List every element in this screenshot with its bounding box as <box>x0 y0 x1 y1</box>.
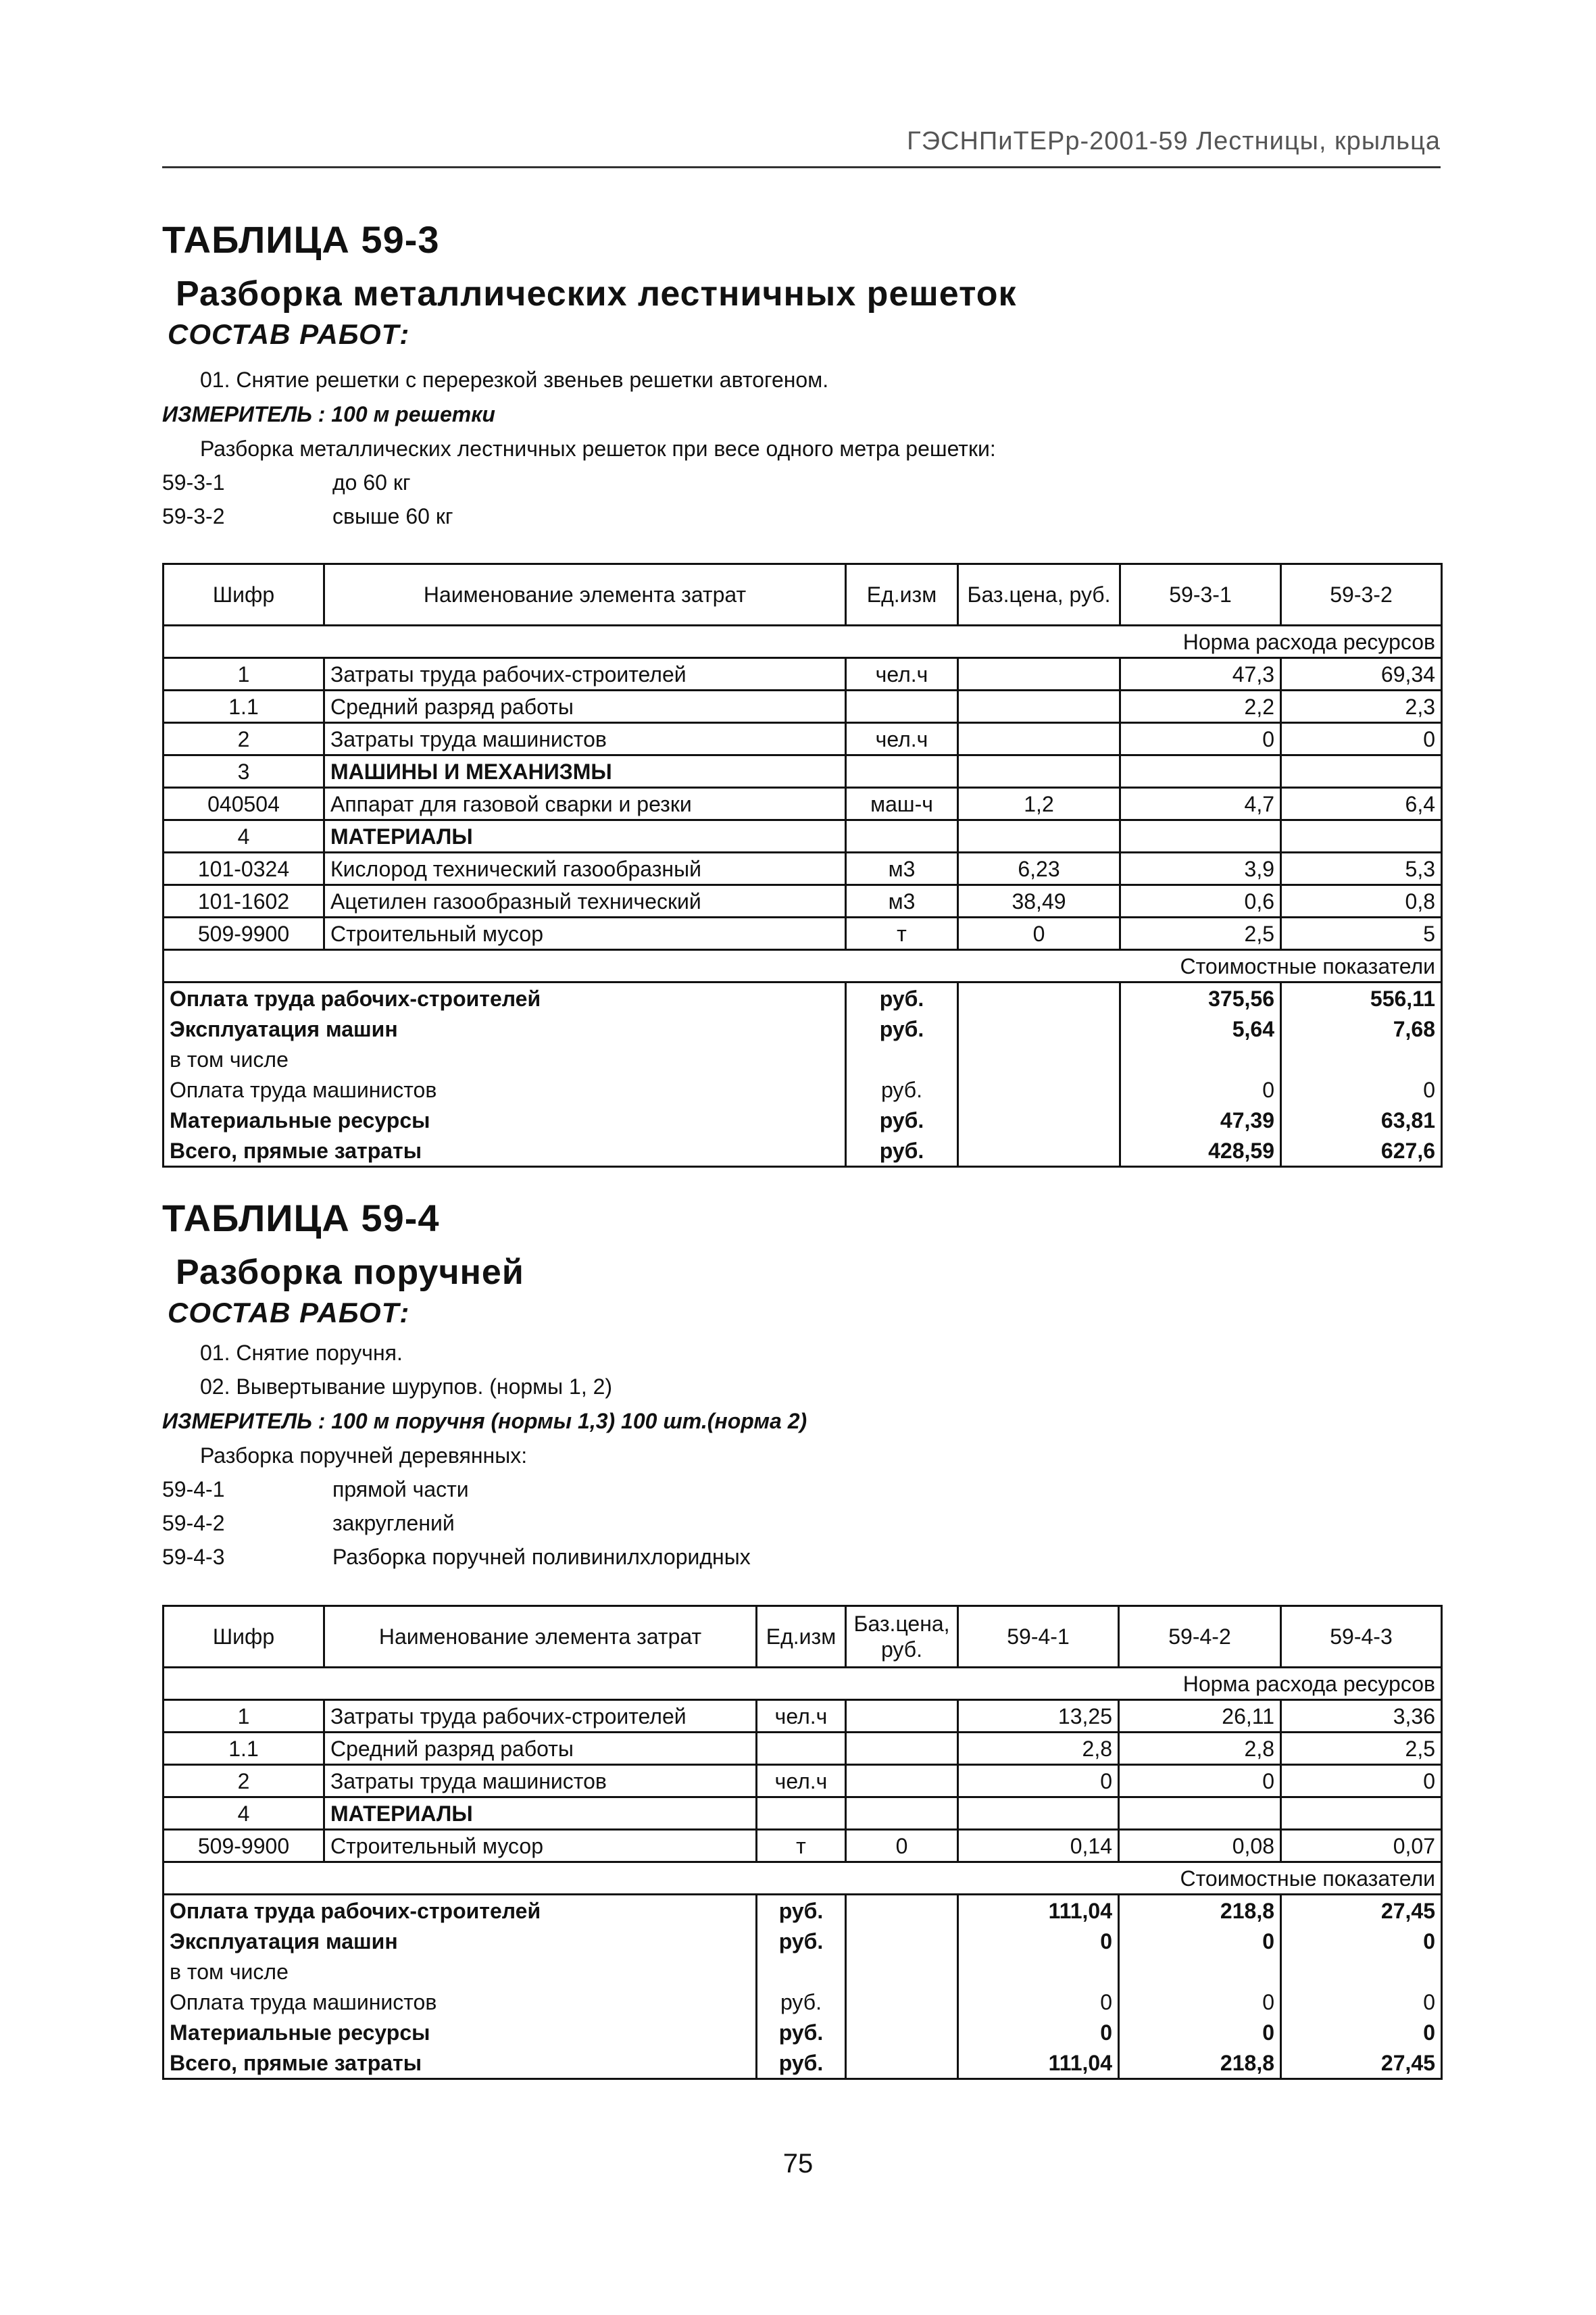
work-item: 01. Снятие решетки с перерезкой звеньев решетки автогеном. <box>200 368 829 392</box>
cell-name: МАТЕРИАЛЫ <box>324 820 846 853</box>
table-59-3-title: ТАБЛИЦА 59-3 <box>162 218 440 261</box>
cell-unit: чел.ч <box>846 658 958 691</box>
cell-code: 1 <box>164 1700 324 1733</box>
cell-code: 509-9900 <box>164 918 324 950</box>
summary-name: Всего, прямые затраты <box>164 2047 757 2079</box>
summary-value <box>958 1956 1119 1987</box>
norma-label: Норма расхода ресурсов <box>164 626 1442 658</box>
col-header: Баз.цена, руб. <box>958 564 1120 626</box>
summary-value: 0 <box>958 1926 1119 1956</box>
summary-unit: руб. <box>757 2047 846 2079</box>
page-number: 75 <box>782 2149 814 2179</box>
summary-row <box>164 1956 1442 1987</box>
summary-unit: руб. <box>846 1014 958 1044</box>
col-header: Ед.изм <box>846 564 958 626</box>
table-row <box>164 885 1442 918</box>
summary-price <box>958 1044 1120 1074</box>
summary-row <box>164 1926 1442 1956</box>
cost-label-row <box>164 950 1442 982</box>
norm-code: 59-3-2 <box>162 504 225 528</box>
cell-code: 2 <box>164 1765 324 1797</box>
summary-row <box>164 1895 1442 1926</box>
summary-name: Эксплуатация машин <box>164 1014 846 1044</box>
cell-name: Строительный мусор <box>324 918 846 950</box>
cell-value: 0 <box>1119 1765 1281 1797</box>
table-row <box>164 755 1442 788</box>
summary-value: 27,45 <box>1281 2047 1442 2079</box>
cell-unit <box>846 820 958 853</box>
summary-unit: руб. <box>846 1074 958 1105</box>
cell-value: 0 <box>1281 723 1442 755</box>
summary-name: Оплата труда машинистов <box>164 1987 757 2017</box>
norm-code-row <box>162 1540 1441 1574</box>
summary-unit: руб. <box>757 2017 846 2047</box>
col-header: Наименование элемента затрат <box>324 1606 757 1668</box>
table-row <box>164 1797 1442 1830</box>
cell-unit: т <box>757 1830 846 1862</box>
cell-name: Затраты труда машинистов <box>324 723 846 755</box>
norma-row <box>164 1668 1442 1700</box>
cell-name: МАТЕРИАЛЫ <box>324 1797 757 1830</box>
table-row <box>164 1830 1442 1862</box>
table-row <box>164 918 1442 950</box>
summary-unit: руб. <box>846 982 958 1014</box>
summary-value <box>1119 1956 1281 1987</box>
summary-price <box>958 982 1120 1014</box>
cell-unit: маш-ч <box>846 788 958 820</box>
work-item: 02. Вывертывание шурупов. (нормы 1, 2) <box>200 1374 613 1399</box>
norm-code: 59-4-3 <box>162 1545 225 1569</box>
summary-price <box>846 1956 958 1987</box>
summary-value: 218,8 <box>1119 2047 1281 2079</box>
summary-unit: руб. <box>757 1895 846 1926</box>
cell-name: Строительный мусор <box>324 1830 757 1862</box>
summary-unit: руб. <box>757 1926 846 1956</box>
summary-value: 5,64 <box>1120 1014 1281 1044</box>
cell-value: 47,3 <box>1120 658 1281 691</box>
norm-intro: Разборка металлических лестничных решеток при весе одного метра решетки: <box>200 437 996 461</box>
summary-unit <box>757 1956 846 1987</box>
summary-row <box>164 2047 1442 2079</box>
cell-value: 2,8 <box>958 1733 1119 1765</box>
table-row <box>164 723 1442 755</box>
cell-value <box>1119 1797 1281 1830</box>
summary-value: 7,68 <box>1281 1014 1442 1044</box>
summary-value <box>1281 1044 1442 1074</box>
cell-name: Ацетилен газообразный технический <box>324 885 846 918</box>
summary-row <box>164 1105 1442 1135</box>
work-item: 01. Снятие поручня. <box>200 1341 403 1365</box>
norm-code: 59-3-1 <box>162 470 225 495</box>
table-header-row <box>164 1606 1442 1668</box>
cell-value: 2,2 <box>1120 691 1281 723</box>
cell-name: Кислород технический газообразный <box>324 853 846 885</box>
cell-value: 13,25 <box>958 1700 1119 1733</box>
cell-code: 4 <box>164 820 324 853</box>
norm-desc: закруглений <box>332 1511 455 1535</box>
cell-price <box>846 1733 958 1765</box>
summary-value: 63,81 <box>1281 1105 1442 1135</box>
cell-code: 3 <box>164 755 324 788</box>
cell-value: 6,4 <box>1281 788 1442 820</box>
summary-name: Всего, прямые затраты <box>164 1135 846 1167</box>
summary-value: 0 <box>958 2017 1119 2047</box>
norm-desc: до 60 кг <box>332 470 411 495</box>
cell-price <box>846 1700 958 1733</box>
cell-price <box>958 820 1120 853</box>
norm-code-row <box>162 466 1441 499</box>
summary-price <box>958 1135 1120 1167</box>
table-row <box>164 1700 1442 1733</box>
cell-unit: т <box>846 918 958 950</box>
summary-unit: руб. <box>846 1105 958 1135</box>
summary-value: 556,11 <box>1281 982 1442 1014</box>
summary-name: Оплата труда машинистов <box>164 1074 846 1105</box>
cell-price <box>958 755 1120 788</box>
cell-code: 040504 <box>164 788 324 820</box>
col-header: 59-3-1 <box>1120 564 1281 626</box>
table-row <box>164 788 1442 820</box>
summary-value <box>1281 1956 1442 1987</box>
norm-desc: прямой части <box>332 1477 469 1501</box>
cell-code: 4 <box>164 1797 324 1830</box>
cell-unit: м3 <box>846 853 958 885</box>
col-header: Шифр <box>164 564 324 626</box>
summary-unit: руб. <box>757 1987 846 2017</box>
cell-value: 0 <box>1120 723 1281 755</box>
summary-row <box>164 2017 1442 2047</box>
summary-value: 0 <box>1120 1074 1281 1105</box>
cell-value: 5 <box>1281 918 1442 950</box>
table-row <box>164 658 1442 691</box>
cell-unit: чел.ч <box>757 1700 846 1733</box>
cell-name: Затраты труда машинистов <box>324 1765 757 1797</box>
izmeritel: ИЗМЕРИТЕЛЬ : 100 м поручня (нормы 1,3) 100 шт.(норма 2) <box>162 1409 807 1433</box>
summary-price <box>958 1014 1120 1044</box>
cell-price <box>958 691 1120 723</box>
summary-name: Оплата труда рабочих-строителей <box>164 1895 757 1926</box>
summary-value: 0 <box>1281 1074 1442 1105</box>
summary-price <box>846 1895 958 1926</box>
summary-row <box>164 1074 1442 1105</box>
cell-value <box>1281 820 1442 853</box>
cost-label: Стоимостные показатели <box>164 1862 1442 1895</box>
table-row <box>164 853 1442 885</box>
cell-code: 101-1602 <box>164 885 324 918</box>
table-59-4-subtitle: Разборка поручней <box>176 1253 524 1292</box>
cell-value: 69,34 <box>1281 658 1442 691</box>
cell-value: 0,08 <box>1119 1830 1281 1862</box>
cell-code: 1.1 <box>164 1733 324 1765</box>
table-59-3 <box>162 563 1443 1168</box>
summary-price <box>958 1105 1120 1135</box>
cell-value: 2,8 <box>1119 1733 1281 1765</box>
cell-code: 1 <box>164 658 324 691</box>
summary-price <box>846 1987 958 2017</box>
norm-desc: свыше 60 кг <box>332 504 453 528</box>
cell-code: 101-0324 <box>164 853 324 885</box>
summary-name: в том числе <box>164 1956 757 1987</box>
summary-value: 627,6 <box>1281 1135 1442 1167</box>
cell-price <box>958 658 1120 691</box>
cell-value <box>1120 820 1281 853</box>
cell-value <box>958 1797 1119 1830</box>
summary-value: 0 <box>1119 2017 1281 2047</box>
section-table-59-3 <box>162 218 1441 1168</box>
summary-value: 0 <box>1281 1987 1442 2017</box>
summary-value: 47,39 <box>1120 1105 1281 1135</box>
col-header: Ед.изм <box>757 1606 846 1668</box>
table-row <box>164 691 1442 723</box>
cell-value: 0 <box>1281 1765 1442 1797</box>
cell-price: 38,49 <box>958 885 1120 918</box>
cell-value: 5,3 <box>1281 853 1442 885</box>
col-header: 59-4-2 <box>1119 1606 1281 1668</box>
cell-name: Затраты труда рабочих-строителей <box>324 1700 757 1733</box>
cell-unit <box>757 1797 846 1830</box>
norm-code: 59-4-2 <box>162 1511 225 1535</box>
norm-code-row <box>162 499 1441 533</box>
cell-value: 26,11 <box>1119 1700 1281 1733</box>
cell-price: 6,23 <box>958 853 1120 885</box>
summary-name: Оплата труда рабочих-строителей <box>164 982 846 1014</box>
cell-value: 3,36 <box>1281 1700 1442 1733</box>
cell-price <box>846 1797 958 1830</box>
cell-price: 0 <box>846 1830 958 1862</box>
norma-label: Норма расхода ресурсов <box>164 1668 1442 1700</box>
norm-intro: Разборка поручней деревянных: <box>200 1443 528 1468</box>
table-row <box>164 1765 1442 1797</box>
summary-price <box>846 2017 958 2047</box>
summary-name: в том числе <box>164 1044 846 1074</box>
cell-value: 0,8 <box>1281 885 1442 918</box>
summary-row <box>164 1044 1442 1074</box>
cell-price <box>846 1765 958 1797</box>
cell-value <box>1120 755 1281 788</box>
cell-value: 2,3 <box>1281 691 1442 723</box>
summary-row <box>164 1014 1442 1044</box>
running-header: ГЭСНПиТЕРр-2001-59 Лестницы, крыльца <box>907 127 1441 155</box>
summary-name: Материальные ресурсы <box>164 1105 846 1135</box>
cell-name: МАШИНЫ И МЕХАНИЗМЫ <box>324 755 846 788</box>
norm-code-row <box>162 1506 1441 1540</box>
table-row <box>164 820 1442 853</box>
cost-label: Стоимостные показатели <box>164 950 1442 982</box>
col-header: 59-4-1 <box>958 1606 1119 1668</box>
sostav-rabot-label: СОСТАВ РАБОТ: <box>168 1297 410 1328</box>
norma-row <box>164 626 1442 658</box>
cell-value: 0,14 <box>958 1830 1119 1862</box>
summary-unit <box>846 1044 958 1074</box>
summary-value: 375,56 <box>1120 982 1281 1014</box>
cell-price: 1,2 <box>958 788 1120 820</box>
cell-name: Средний разряд работы <box>324 691 846 723</box>
summary-price <box>958 1074 1120 1105</box>
cell-value: 4,7 <box>1120 788 1281 820</box>
col-header: Баз.цена, руб. <box>846 1606 958 1668</box>
cell-value: 2,5 <box>1281 1733 1442 1765</box>
norm-code: 59-4-1 <box>162 1477 225 1501</box>
cell-price: 0 <box>958 918 1120 950</box>
cell-name: Аппарат для газовой сварки и резки <box>324 788 846 820</box>
summary-value: 27,45 <box>1281 1895 1442 1926</box>
summary-unit: руб. <box>846 1135 958 1167</box>
summary-value: 218,8 <box>1119 1895 1281 1926</box>
col-header: 59-3-2 <box>1281 564 1442 626</box>
summary-value: 0 <box>1281 1926 1442 1956</box>
summary-price <box>846 1926 958 1956</box>
cell-name: Затраты труда рабочих-строителей <box>324 658 846 691</box>
norm-code-row <box>162 1472 1441 1506</box>
cell-name: Средний разряд работы <box>324 1733 757 1765</box>
cell-code: 509-9900 <box>164 1830 324 1862</box>
summary-name: Эксплуатация машин <box>164 1926 757 1956</box>
summary-value: 0 <box>1281 2017 1442 2047</box>
cell-price <box>958 723 1120 755</box>
table-row <box>164 1733 1442 1765</box>
sostav-rabot-label: СОСТАВ РАБОТ: <box>168 318 410 350</box>
summary-value: 0 <box>1119 1926 1281 1956</box>
cell-unit <box>846 755 958 788</box>
summary-value: 428,59 <box>1120 1135 1281 1167</box>
summary-value: 0 <box>958 1987 1119 2017</box>
cell-unit: м3 <box>846 885 958 918</box>
cell-value: 2,5 <box>1120 918 1281 950</box>
summary-row <box>164 982 1442 1014</box>
cell-code: 2 <box>164 723 324 755</box>
cell-value <box>1281 1797 1442 1830</box>
table-header-row <box>164 564 1442 626</box>
summary-value: 0 <box>1119 1987 1281 2017</box>
cell-unit: чел.ч <box>846 723 958 755</box>
col-header: Шифр <box>164 1606 324 1668</box>
summary-name: Материальные ресурсы <box>164 2017 757 2047</box>
cost-label-row <box>164 1862 1442 1895</box>
summary-value: 111,04 <box>958 1895 1119 1926</box>
cell-value: 0,6 <box>1120 885 1281 918</box>
section-table-59-4 <box>162 1196 1441 2080</box>
summary-price <box>846 2047 958 2079</box>
summary-value <box>1120 1044 1281 1074</box>
header-rule <box>162 166 1441 168</box>
cell-value: 0 <box>958 1765 1119 1797</box>
summary-value: 111,04 <box>958 2047 1119 2079</box>
cell-unit <box>846 691 958 723</box>
cell-unit: чел.ч <box>757 1765 846 1797</box>
col-header: 59-4-3 <box>1281 1606 1442 1668</box>
summary-row <box>164 1987 1442 2017</box>
cell-value: 3,9 <box>1120 853 1281 885</box>
table-59-4 <box>162 1605 1443 2080</box>
summary-row <box>164 1135 1442 1167</box>
table-59-3-subtitle: Разборка металлических лестничных решеток <box>176 274 1017 314</box>
izmeritel: ИЗМЕРИТЕЛЬ : 100 м решетки <box>162 402 495 426</box>
cell-value <box>1281 755 1442 788</box>
cell-code: 1.1 <box>164 691 324 723</box>
cell-unit <box>757 1733 846 1765</box>
table-59-4-title: ТАБЛИЦА 59-4 <box>162 1197 440 1239</box>
norm-desc: Разборка поручней поливинилхлоридных <box>332 1545 751 1569</box>
col-header: Наименование элемента затрат <box>324 564 846 626</box>
cell-value: 0,07 <box>1281 1830 1442 1862</box>
